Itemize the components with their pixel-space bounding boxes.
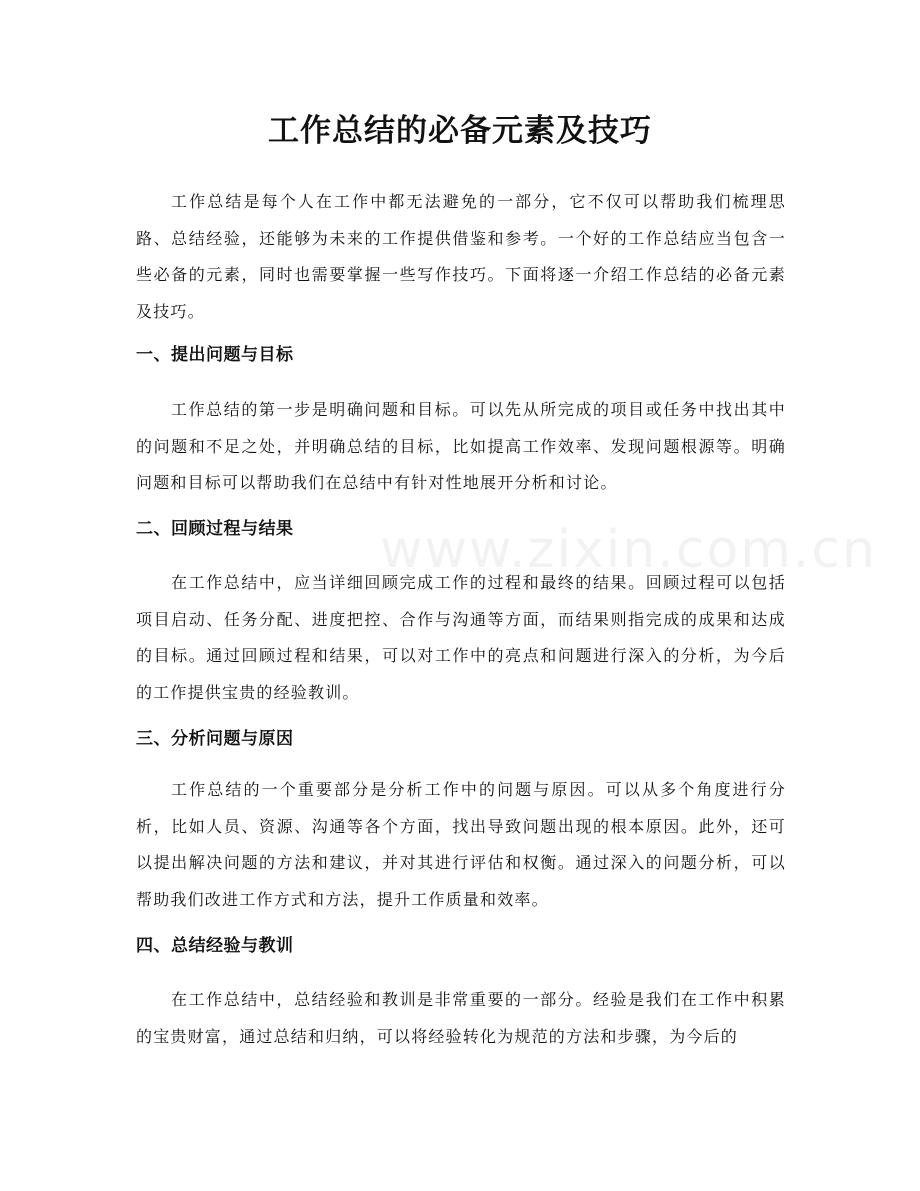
section-4-heading: 四、总结经验与教训 xyxy=(136,936,294,956)
watermark-text: www.zixin.com.cn xyxy=(380,520,877,580)
document-title: 工作总结的必备元素及技巧 xyxy=(268,113,652,149)
section-1-heading: 一、提出问题与目标 xyxy=(136,345,294,365)
section-3-heading: 三、分析问题与原因 xyxy=(136,729,294,749)
section-2-heading: 二、回顾过程与结果 xyxy=(136,519,294,539)
section-2-body: 在工作总结中，应当详细回顾完成工作的过程和最终的结果。回顾过程可以包括项目启动、任务分配、进度把控、合作与沟通等方面，而结果则指完成的成果和达成的目标。通过回顾过程和结果，可以对工作中的亮点和问题进行深入的分析，为今后的工作提供宝贵的经验教训。 xyxy=(136,573,786,702)
section-4-body: 在工作总结中，总结经验和教训是非常重要的一部分。经验是我们在工作中积累的宝贵财富，通过总结和归纳，可以将经验转化为规范的方法和步骤，为今后的 xyxy=(136,990,786,1046)
section-3-body: 工作总结的一个重要部分是分析工作中的问题与原因。可以从多个角度进行分析，比如人员、资源、沟通等各个方面，找出导致问题出现的根本原因。此外，还可以提出解决问题的方法和建议，并对其进行评估和权衡。通过深入的问题分析，可以帮助我们改进工作方式和方法，提升工作质量和效率。 xyxy=(136,780,786,909)
section-1-body: 工作总结的第一步是明确问题和目标。可以先从所完成的项目或任务中找出其中的问题和不足之处，并明确总结的目标，比如提高工作效率、发现问题根源等。明确问题和目标可以帮助我们在总结中有针对性地展开分析和讨论。 xyxy=(136,400,786,492)
intro-paragraph: 工作总结是每个人在工作中都无法避免的一部分，它不仅可以帮助我们梳理思路、总结经验，还能够为未来的工作提供借鉴和参考。一个好的工作总结应当包含一些必备的元素，同时也需要掌握一些写作技巧。下面将逐一介绍工作总结的必备元素及技巧。 xyxy=(136,192,786,321)
